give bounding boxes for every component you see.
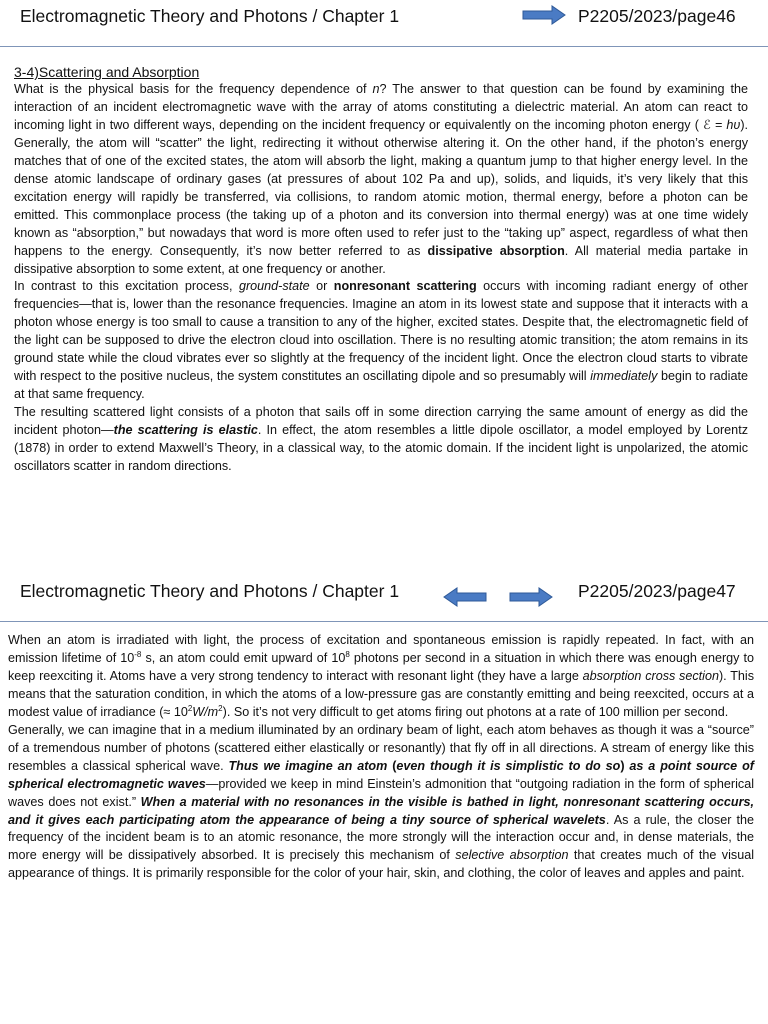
formula: ℰ = hυ	[703, 117, 741, 132]
arrow-right-icon[interactable]	[509, 587, 553, 607]
page-reference: P2205/2023/page47	[578, 581, 736, 601]
page46-header	[0, 0, 768, 47]
section-title: 3-4)Scattering and Absorption	[14, 64, 200, 80]
paragraph: What is the physical basis for the frequency dependence of n? The answer to that question can be found by examining the interaction of an incident electromagnetic wave with the array of atoms constituting a dielectric material. An atom can react to incoming light in two different ways, depending on the incident frequency or equivalently on the incoming photon energy ( ℰ = hυ). Generally, the atom will “scatter” the light, redirecting it without otherwise altering it. On the other hand, if the photon’s energy matches that of one of the excited states, the atom will absorb the light, making a quantum jump to that higher energy level. In the dense atomic landscape of ordinary gases (at pressures of about 102 Pa and up), solids, and liquids, it’s very likely that this excitation energy will rapidly be transferred, via collisions, to random atomic motion, thermal energy, before a photon can be emitted. This commonplace process (the taking up of a photon and its conversion into thermal energy) was at one time widely known as “absorption,” but nowadays that word is more often used to refer just to the “taking up” aspect, regardless of what then happens to the energy. Consequently, it’s now better referred to as dissipative absorption. All material media partake in dissipative absorption to some extent, at one frequency or another.	[14, 82, 749, 276]
page-reference: P2205/2023/page46	[578, 6, 736, 26]
page47-header	[0, 575, 768, 622]
paragraph: Generally, we can imagine that in a medium illuminated by an ordinary beam of light, each atom behaves as though it was a “source” of a tremendous number of photons (scattered either elastically or resonantly) that fly off in all directions. A stream of energy like this resembles a classical spherical wave. Thus we imagine an atom (even though it is simplistic to do so) as a point source of spherical electromagnetic waves—provided we keep in mind Einstein’s admonition that “outgoing radiation in the form of spherical waves does not exist.” When a material with no resonances in the visible is bathed in light, nonresonant scattering occurs, and it gives each participating atom the appearance of being a tiny source of spherical wavelets. As a rule, the closer the frequency of the incident beam is to an atomic resonance, the more strongly will the interaction occur and, in dense materials, the more energy will be dissipatively absorbed. It is precisely this mechanism of selective absorption that creates much of the visual appearance of things. It is primarily responsible for the color of your hair, skin, and clothing, the color of leaves and apples and paint.	[8, 722, 754, 881]
arrow-left-icon[interactable]	[443, 587, 487, 607]
paragraph: When an atom is irradiated with light, the process of excitation and spontaneous emission is rapidly repeated. In fact, with an emission lifetime of $10^{-8}$ s, an atom could emit upward of $10^8$ photons per second in a situation in which there was enough energy to keep reexciting it. Atoms have a very strong tendency to interact with resonant light (they have a large absorption cross section). This means that the saturation condition, in which the atoms of a low-pressure gas are constantly emitting and being reexcited, occurs at a modest value of irradiance (≈ $10^2W/m^2$). So it’s not very difficult to get atoms firing out photons at a rate of 100 million per second.	[8, 633, 755, 719]
paragraph: The resulting scattered light consists of a photon that sails off in some direction carrying the same amount of energy as did the incident photon—the scattering is elastic. In effect, the atom resembles a little dipole oscillator, a model employed by Lorentz (1878) in order to extend Maxwell’s Theory, in a classical way, to the atomic domain. If the incident light is unpolarized, the atomic oscillators scatter in random directions.	[14, 405, 748, 474]
chapter-title: Electromagnetic Theory and Photons / Chapter 1	[20, 6, 400, 26]
page47-content	[8, 632, 754, 883]
chapter-title: Electromagnetic Theory and Photons / Chapter 1	[20, 581, 400, 601]
page46-content	[14, 63, 748, 476]
paragraph: In contrast to this excitation process, ground-state or nonresonant scattering occurs with incoming radiant energy of other frequencies—that is, lower than the resonance frequencies. Imagine an atom in its lowest state and suppose that it interacts with a photon whose energy is too small to cause a transition to any of the higher, excited states. Despite that, the electromagnetic field of the light can be supposed to drive the electron cloud into oscillation. There is no resulting atomic transition; the atom remains in its ground state while the cloud vibrates ever so slightly at the frequency of the incident light. Once the electron cloud starts to vibrate with respect to the positive nucleus, the system constitutes an oscillating dipole and so presumably will immediately begin to radiate at that same frequency.	[14, 279, 749, 402]
formula: ≈ $10^2W/m^2$	[163, 703, 223, 719]
arrow-right-icon[interactable]	[522, 5, 566, 25]
